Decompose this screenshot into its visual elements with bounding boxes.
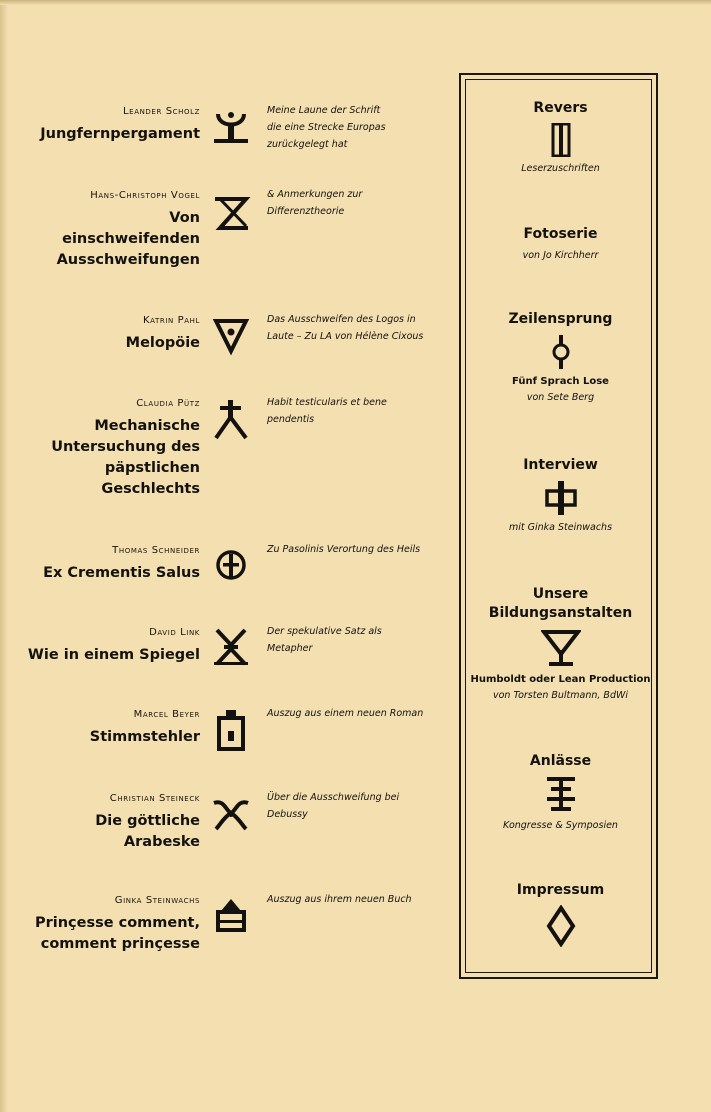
circle-cross-glyph-icon (210, 545, 252, 587)
section-anlaesse[interactable] (461, 752, 660, 834)
article-title: Die göttliche Arabeske (95, 813, 200, 850)
section-subtitle: von Jo Kirchherr (522, 250, 599, 261)
cross-legs-glyph-icon (210, 398, 252, 440)
article-description: Zu Pasolinis Verortung des Heils (267, 544, 421, 555)
article-description: Auszug aus einem neuen Roman (267, 708, 424, 719)
crescent-glyph-icon (210, 106, 252, 148)
ring-glyph-icon (461, 334, 660, 370)
section-feature: Fünf Sprach Lose (512, 376, 609, 387)
author: Marcel Beyer (133, 709, 200, 720)
section-subtitle: von Sete Berg (526, 392, 595, 403)
author: Leander Scholz (123, 106, 200, 117)
section-frame (459, 73, 658, 979)
section-feature: Humboldt oder Lean Production (470, 674, 651, 685)
toc-entry-2[interactable] (0, 190, 450, 290)
article-title: Jungfernpergament (40, 126, 200, 142)
article-description: Das Ausschweifen des Logos in Laute – Zu LA von Hélène Cixous (267, 314, 424, 342)
article-title: Wie in einem Spiegel (27, 647, 200, 663)
goblet-glyph-icon (461, 628, 660, 668)
plus-block-glyph-icon (461, 480, 660, 516)
article-description: & Anmerkungen zur Differenztheorie (267, 189, 363, 217)
bar-glyph-icon (461, 123, 660, 157)
toc-entry-9[interactable] (0, 895, 450, 995)
section-impressum[interactable] (461, 881, 660, 951)
article-title: Stimmstehler (89, 729, 200, 745)
section-title: Fotoserie (523, 226, 598, 242)
section-title: Interview (523, 457, 598, 473)
article-description: Auszug aus ihrem neuen Buch (267, 894, 412, 905)
section-subtitle: mit Ginka Steinwachs (508, 522, 613, 533)
hourglass-glyph-icon (210, 194, 252, 236)
arabesque-glyph-icon (210, 793, 252, 835)
lantern-glyph-icon (210, 709, 252, 751)
author: Claudia Pütz (136, 398, 200, 409)
author: Katrin Pahl (142, 315, 200, 326)
article-description: Meine Laune der Schrift die eine Strecke Europas zurückgelegt hat (267, 105, 386, 150)
section-revers[interactable] (461, 99, 660, 177)
section-subtitle: von Torsten Bultmann, BdWi (492, 690, 629, 701)
section-title: Revers (533, 100, 588, 116)
section-interview[interactable] (461, 456, 660, 536)
article-title: Von einschweifenden Ausschweifungen (56, 210, 200, 268)
page-top-edge (0, 0, 711, 5)
section-title: Unsere Bildungsanstalten (488, 586, 633, 621)
house-glyph-icon (210, 895, 252, 937)
toc-entry-8[interactable] (0, 793, 450, 893)
section-subtitle: Kongresse & Symposien (503, 820, 618, 831)
article-title: Melopöie (125, 335, 200, 351)
section-subtitle: Leserzuschriften (521, 163, 600, 174)
article-title: Mechanische Untersuchung des päpstlichen Geschlechts (51, 418, 200, 497)
article-description: Über die Ausschweifung bei Debussy (267, 792, 400, 820)
mirror-glyph-icon (210, 627, 252, 669)
article-description: Habit testicularis et bene pendentis (267, 397, 387, 425)
author: Christian Steineck (109, 793, 200, 804)
article-title: Prinçesse comment, comment prinçesse (34, 915, 200, 952)
author: Thomas Schneider (112, 545, 200, 556)
section-bildungsanstalten[interactable] (461, 585, 660, 704)
section-fotoserie[interactable] (461, 225, 660, 264)
section-title: Zeilensprung (508, 311, 613, 327)
toc-entry-4[interactable] (0, 398, 450, 498)
author: David Link (149, 627, 200, 638)
article-description: Der spekulative Satz als Metapher (267, 626, 382, 654)
section-title: Impressum (516, 882, 605, 898)
section-zeilensprung[interactable] (461, 310, 660, 406)
triangle-glyph-icon (210, 315, 252, 357)
article-title: Ex Crementis Salus (43, 565, 200, 581)
stack-glyph-icon (461, 776, 660, 814)
author: Hans-Christoph Vogel (90, 190, 200, 201)
diamond-glyph-icon (461, 905, 660, 947)
author: Ginka Steinwachs (114, 895, 200, 906)
section-title: Anlässe (529, 753, 592, 769)
